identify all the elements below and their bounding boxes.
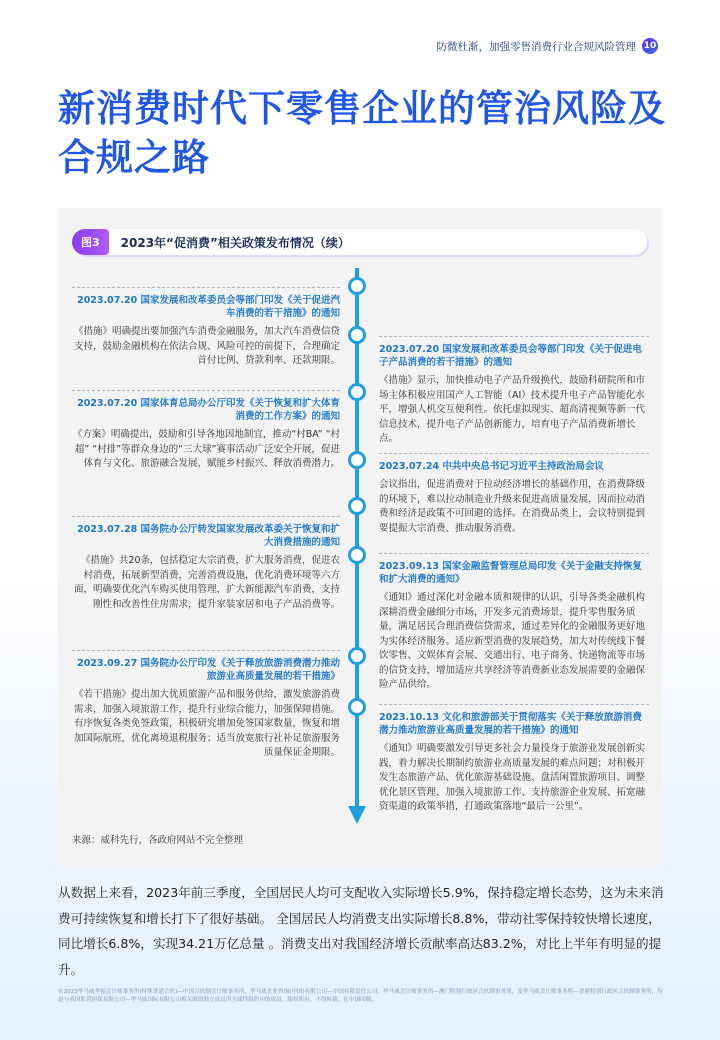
entry-body: 会议指出，促进消费对于拉动经济增长的基础作用，在消费降级的环境下，难以拉动制造业升级来促进高质量发展，因而拉动消费和经济是政策不可回避的选择。在消费品类上，会议特别提到要提振大宗消费、推动服务消费。 — [379, 479, 646, 534]
entry-divider — [379, 336, 649, 337]
entry-heading: 2023.07.24 中共中央总书记习近平主持政治局会议 — [379, 461, 604, 472]
entry-body: 《通知》明确要激发引导更多社会力量投身于旅游业发展创新实践，着力解决长期制约旅游业高质量发展的难点问题；对积极开发生态旅游产品、优化旅游基础设施、盘活闲置旅游项目、调整优化景区管理、加强入境旅游工作、支持旅游企业发展、拓宽融资渠道的政策举措，打通政策落地“最后一公里”。 — [379, 743, 646, 812]
entry-divider — [379, 553, 649, 554]
entry-heading: 2023.07.20 国家体育总局办公厅印发《关于恢复和扩大体育消费的工作方案》的通知 — [77, 398, 340, 422]
running-header — [437, 38, 659, 54]
entry-body: 《措施》共20条，包括稳定大宗消费，扩大服务消费，促进农村消费，拓展新型消费，完善消费设施，优化消费环境等六方面，明确要优化汽车购买使用管理，扩大新能源汽车消费，支持刚性和改善性住房需求，提升家装家居和电子产品消费等。 — [73, 555, 340, 610]
entry-heading: 2023.09.27 国务院办公厅印发《关于释放旅游消费潜力推动旅游业高质量发展的若干措施》 — [77, 658, 340, 682]
timeline-node — [348, 383, 366, 401]
entry-heading: 2023.07.20 国家发展和改革委员会等部门印发《关于促进汽车消费的若干措施》的通知 — [77, 295, 340, 319]
entry-heading: 2023.07.20 国家发展和改革委员会等部门印发《关于促进电子产品消费的若干措施》的通知 — [379, 344, 642, 368]
figure-source: 来源：威科先行，各政府网站不完全整理 — [72, 835, 244, 846]
timeline-entry-right-1 — [379, 336, 649, 447]
header-text: 防微杜渐，加强零售消费行业合规风险管理 — [436, 40, 636, 53]
timeline-node — [348, 546, 366, 564]
figure-label: 图3 — [72, 229, 109, 255]
timeline-node — [348, 451, 366, 469]
entry-body: 《方案》明确提出，鼓励和引导各地因地制宜，推动“村BA” “村超” “村排”等群众身边的“三大球”赛事活动广泛安全开展，促进体育与文化、旅游融合发展，赋能乡村振兴、释放消费潜力。 — [72, 429, 340, 469]
timeline-entry-left-2 — [72, 390, 340, 472]
entry-divider — [379, 453, 649, 454]
timeline-entry-right-4 — [379, 704, 649, 815]
timeline-line — [355, 268, 359, 808]
timeline-node — [348, 698, 366, 716]
timeline-entry-left-4 — [72, 650, 340, 761]
figure-title-bar — [72, 229, 647, 255]
body-paragraph: 从数据上来看，2023年前三季度，全国居民人均可支配收入实际增长5.9%，保持稳定增长态势，这为未来消费可持续恢复和增长打下了很好基础。 全国居民人均消费支出实际增长8.8%，带动社零保持较快增长速度，同比增长6.8%，实现34.21万亿总量 。消费支出对我国经济增长贡献率高达83.2%，对比上半年有明显的提升。 — [58, 885, 664, 977]
entry-body: 《措施》显示，加快推动电子产品升级换代，鼓励科研院所和市场主体积极应用国产人工智能（AI）技术提升电子产品智能化水平，增强人机交互便利性。依托虚拟现实、超高清视频等新一代信息技术，提升电子产品创新能力，培育电子产品消费新增长点。 — [379, 375, 646, 444]
timeline-entry-left-1 — [72, 287, 340, 369]
timeline-arrow-icon — [348, 806, 366, 824]
timeline-node — [348, 326, 366, 344]
entry-heading: 2023.10.13 文化和旅游部关于贯彻落实《关于释放旅游消费潜力推动旅游业高质量发展的若干措施》的通知 — [379, 712, 642, 736]
figure-title: 2023年“促消费”相关政策发布情况（续） — [120, 235, 350, 250]
entry-divider — [72, 287, 340, 288]
entry-divider — [72, 516, 340, 517]
timeline-entry-right-2 — [379, 453, 649, 536]
timeline-entry-left-3 — [72, 516, 340, 612]
entry-body: 《措施》明确提出要加强汽车消费金融服务，加大汽车消费信贷支持，鼓励金融机构在依法合规、风险可控的前提下，合理确定首付比例、贷款利率、还款期限。 — [73, 326, 340, 366]
entry-divider — [72, 650, 340, 651]
timeline-entry-right-3 — [379, 553, 649, 693]
copyright-footer: ©2023毕马威华振会计师事务所(特殊普通合伙)—中国合伙制会计师事务所，毕马威企业咨询(中国)有限公司—中国有限责任公司，毕马威会计师事务所—澳门特别行政区合伙制事务所，及毕马威会计师事务所—香港特别行政区合伙制事务所，均是与英国私营担保有限公司—毕马威国际有限公司相关联的独立成员所全球性组织中的成员。版权所有，不得转载。在中国印制。 — [58, 989, 663, 1003]
entry-divider — [379, 704, 649, 705]
timeline-node — [348, 277, 366, 295]
entry-body: 《通知》通过深化对金融本质和规律的认识，引导各类金融机构深耕消费金融细分市场，开发多元消费场景，提升零售服务质量，满足居民合理消费信贷需求，通过差异化的金融服务更好地为实体经济服务。适应新型消费的发展趋势，加大对传统线下餐饮零售、文娱体育会展、交通出行、电子商务、快递物流等市场的信贷支持，增加适应共享经济等消费新业态发展需要的金融保险产品供给。 — [379, 592, 646, 690]
entry-heading: 2023.09.13 国家金融监督管理总局印发《关于金融支持恢复和扩大消费的通知》 — [379, 561, 642, 585]
entry-body: 《若干措施》提出加大优质旅游产品和服务供给，激发旅游消费需求，加强入境旅游工作，提升行业综合能力，加强保障措施。有序恢复各类免签政策，积极研究增加免签国家数量，恢复和增加国际航班，优化离境退税服务；适当放宽旅行社补足旅游服务质量保证金期限。 — [73, 689, 340, 758]
timeline-node — [348, 647, 366, 665]
timeline-node — [348, 497, 366, 515]
page-number: 10 — [642, 38, 658, 54]
page-title: 新消费时代下零售企业的管治风险及合规之路 — [58, 87, 666, 179]
entry-divider — [72, 390, 340, 391]
entry-heading: 2023.07.28 国务院办公厅转发国家发展改革委关于恢复和扩大消费措施的通知 — [77, 524, 340, 548]
